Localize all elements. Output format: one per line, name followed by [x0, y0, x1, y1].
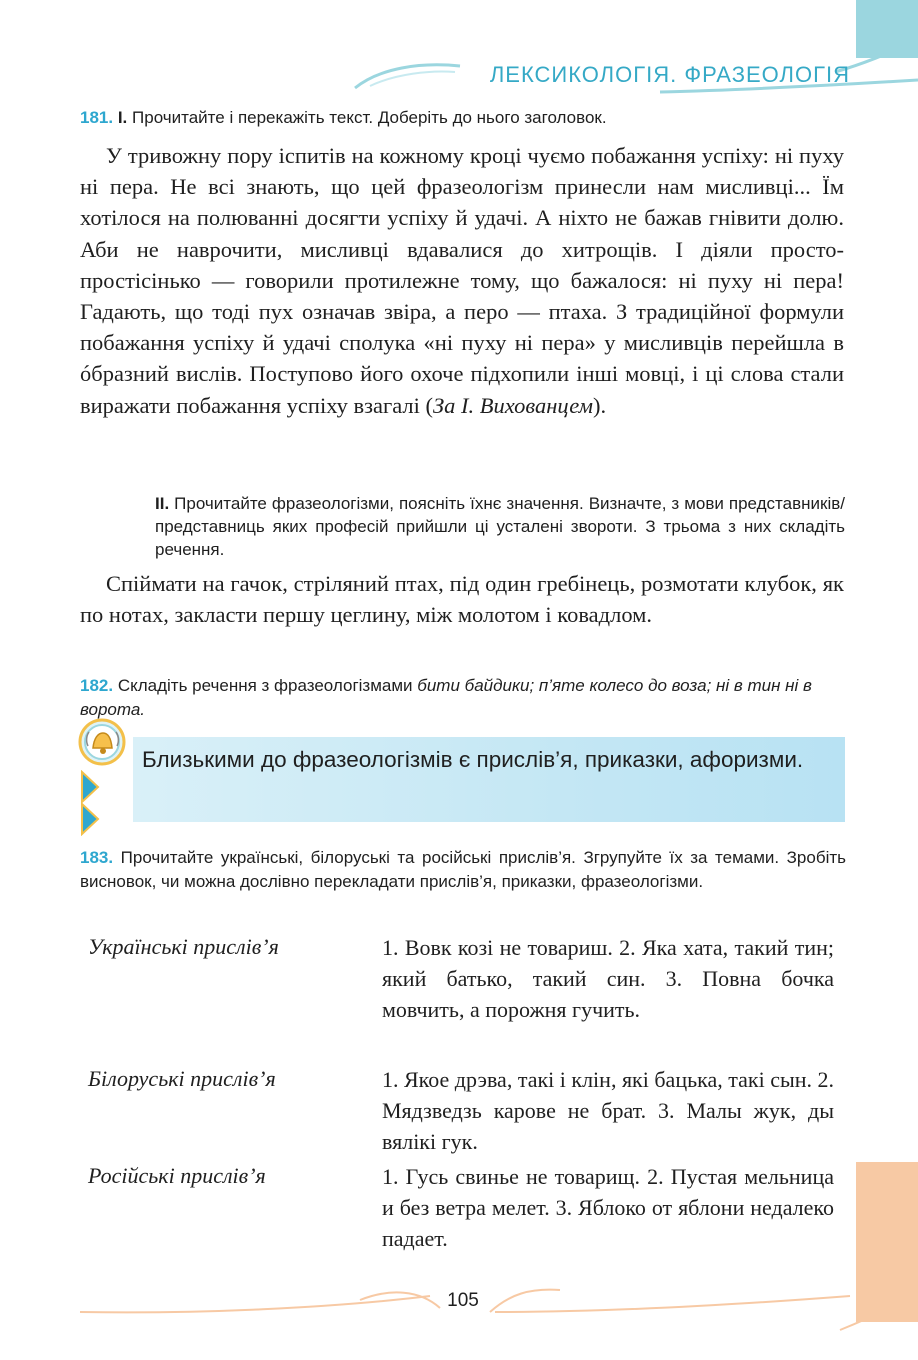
- task-text: Прочитайте українські, білоруські та російські прислів’я. Згрупуйте їх за темами. Зробіть висновок, чи можна дослівно перекладати прислів’я, приказки, фразеологізми.: [80, 848, 846, 891]
- task-text: Прочитайте і перекажіть текст. Доберіть до нього заголовок.: [132, 108, 607, 127]
- exercise-number: 182.: [80, 676, 114, 695]
- exercise-183: [80, 846, 846, 894]
- part-marker: II.: [155, 494, 170, 513]
- reading-text-main: У тривожну пору іспитів на кожному кроці чуємо побажання успіху: ні пуху ні пера. Не всі знають, що цей фразеологізм принесли нам мисливці... Їм хотілося на полюванні досягти успіху й удачі. А ніхто не бажав гнівити долю. Аби не наврочити, мисливці вдавалися до хитрощів. І діяли просто-простісінько — говорили протилежне тому, що бажалося: ні пуху ні пера! Гадають, що тоді пух означав звіра, а перо — птаха. З традиційної формули побажання успіху й удачі сполука «ні пуху ні пера» у мисливців перейшла в óбразний вислів. Поступово його охоче підхопили інші мовці, і ці слова стали виражати побажання успіху взагалі (: [80, 143, 844, 418]
- reading-text-end: ).: [593, 392, 607, 418]
- proverbs-russian: 1. Гусь свинье не товарищ. 2. Пустая мельница и без ветра мелет. 3. Яблоко от яблони недалеко падает.: [382, 1164, 834, 1251]
- task-text: Складіть речення з фразеологізмами: [117, 676, 418, 695]
- exercise-182: [80, 674, 846, 722]
- exercise-number: 183.: [80, 848, 114, 867]
- side-tab: [856, 1162, 918, 1322]
- group-label-ukrainian: Українські прислів’я: [88, 934, 279, 959]
- phrases: бити байдики; п’яте колесо до воза; ні в тин ні в ворота.: [80, 676, 812, 719]
- reading-text: [80, 140, 844, 421]
- proverbs-belarusian: 1. Якое дрэва, такі і клін, які бацька, такі сын. 2. Мядзведзь карове не брат. 3. Малы жук, ды вялікі гук.: [382, 1067, 835, 1154]
- proverbs-ukrainian: 1. Вовк козі не товариш. 2. Яка хата, такий тин; який батько, такий син. 3. Повна бочка мовчить, а порожня гучить.: [382, 935, 834, 1022]
- group-label-belarusian: Білоруські прислів’я: [88, 1066, 276, 1091]
- arrow-markers: [80, 770, 102, 836]
- exercise-number: 181.: [80, 108, 114, 127]
- phraseologisms-list: Спіймати на гачок, стріляний птах, під один гребінець, розмотати клубок, як по нотах, закласти першу цеглину, між молотом і ковадлом.: [80, 571, 844, 628]
- section-title: ЛЕКСИКОЛОГІЯ. ФРАЗЕОЛОГІЯ: [489, 62, 850, 87]
- author-credit: За І. Вихованцем: [432, 392, 594, 418]
- task-text: Прочитайте фразеологізми, поясніть їхнє значення. Визначте, з мови представників/представниць яких професій прийшли ці усталені звороти. З трьома з них складіть речення.: [155, 494, 845, 559]
- exercise-181-part2-task: [155, 492, 845, 561]
- page-number: 105: [447, 1290, 479, 1311]
- part-marker: I.: [117, 108, 128, 127]
- exercise-181-header: [80, 106, 860, 130]
- group-label-russian: Російські прислів’я: [88, 1163, 266, 1188]
- rule-text: Близькими до фразеологізмів є прислів’я, приказки, афоризми.: [142, 747, 804, 772]
- bell-icon: [76, 716, 132, 776]
